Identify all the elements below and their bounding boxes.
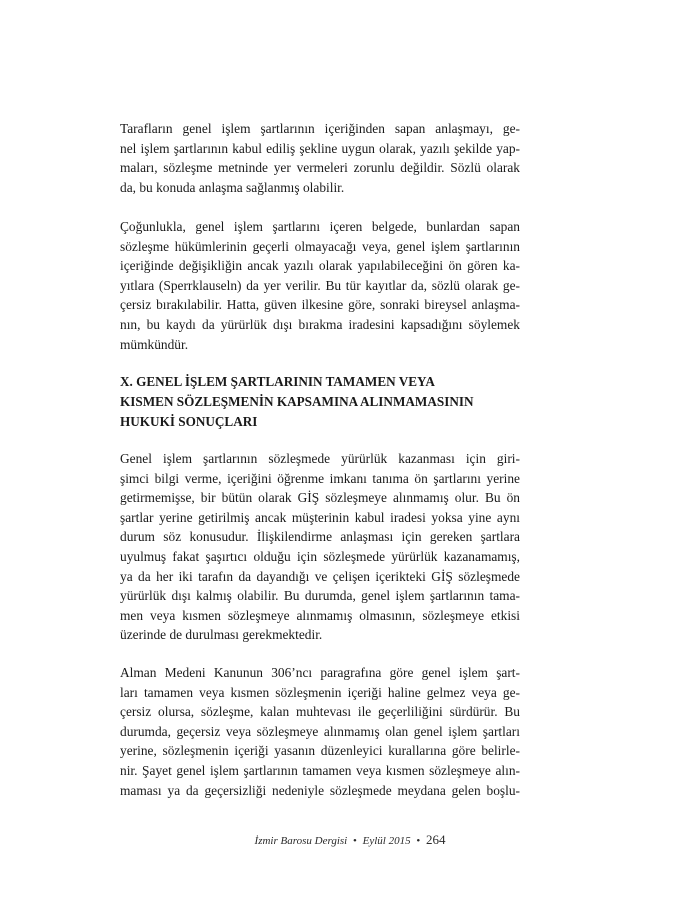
journal-name: İzmir Barosu Dergisi (254, 835, 348, 847)
paragraph-line: yıtlara (Sperrklauseln) da yer verilir. Bu tür kayıtlar da, sözlü olarak ge- (120, 277, 520, 293)
issue-date: Eylül 2015 (362, 835, 411, 847)
paragraph-1 (120, 119, 520, 197)
heading-line: KISMEN SÖZLEŞMENİN KAPSAMINA ALINMAMASININ (120, 394, 474, 409)
paragraph-line: nın, bu kaydı da yürürlük dışı bırakma iradesini kapsadığını söylemek (120, 316, 520, 332)
paragraph-line: men veya kısmen sözleşmeye alınmamış olmasının, sözleşmeye etkisi (120, 607, 520, 623)
paragraph-line: nel işlem şartlarının kabul ediliş şekline uygun olarak, yazılı şekilde yap- (120, 140, 520, 156)
paragraph-line: getirmemişse, bir bütün olarak GİŞ sözleşmeye alınmamış olur. Bu ön (120, 490, 520, 506)
paragraph-line: yürürlük dışı kalmış olabilir. Bu durumda, genel işlem şartlarının tama- (120, 588, 520, 604)
paragraph-line: Çoğunlukla, genel işlem şartlarını içeren belgede, bunlardan sapan (120, 219, 520, 234)
page-number: 264 (425, 832, 446, 847)
paragraph-line: ları tamamen veya kısmen sözleşmenin içeriği haline gelmez veya ge- (120, 684, 520, 700)
paragraph-line: Genel işlem şartlarının sözleşmede yürürlük kazanması için giri- (120, 451, 520, 466)
footer-separator: • (416, 835, 421, 847)
paragraph-line: Alman Medeni Kanunun 306’ncı paragrafına göre genel işlem şart- (120, 665, 520, 680)
paragraph-line: üzerinde de durulması gerekmektedir. (120, 627, 323, 643)
paragraph-line: durum söz konusudur. İlişkilendirme anlaşması için gereken şartlara (120, 529, 520, 545)
paragraph-line: ya da her iki tarafın da dayandığı ve çelişen içerikteki GİŞ sözleşmede (120, 568, 520, 584)
paragraph-2 (120, 217, 520, 354)
paragraph-line: uyulmuş fakat şaşırtıcı olduğu için sözleşmede yürürlük kazanamamış, (120, 548, 520, 564)
paragraph-line: maması ya da geçersizliği nedeniyle sözleşmede meydana gelen boşlu- (120, 782, 520, 798)
footer-separator: • (353, 835, 357, 847)
paragraph-4 (120, 663, 520, 800)
paragraph-line: mümkündür. (120, 336, 189, 352)
paragraph-line: durumda, geçersiz veya sözleşmeye alınmamış olan genel işlem şartları (120, 723, 520, 739)
section-heading (120, 372, 520, 432)
heading-line: HUKUKİ SONUÇLARI (120, 414, 258, 429)
page-footer (0, 832, 700, 848)
paragraph-line: içeriğinde değişikliğin ancak yazılı olarak yapılabileceğini ön gören ka- (120, 258, 520, 274)
paragraph-line: şimci bilgi verme, içeriğini öğrenme imkanı tanıma ön şartlarını yerine (120, 470, 520, 486)
paragraph-line: çersiz bırakılabilir. Hatta, güven ilkesine göre, sonraki bireysel anlaşma- (120, 297, 520, 313)
paragraph-line: Tarafların genel işlem şartlarının içeriğinden sapan anlaşmayı, ge- (120, 121, 520, 136)
paragraph-line: maları, sözleşme metninde yer vermeleri zorunlu değildir. Sözlü olarak (120, 160, 520, 176)
paragraph-3 (120, 449, 520, 645)
paragraph-line: çersiz olursa, sözleşme, kalan muhtevası ile geçerliliğini sürdürür. Bu (120, 704, 520, 720)
paragraph-line: sözleşme hükümlerinin geçerli olmayacağı veya, genel işlem şartlarının (120, 238, 520, 254)
heading-line: X. GENEL İŞLEM ŞARTLARININ TAMAMEN VEYA (120, 374, 435, 389)
paragraph-line: da, bu konuda anlaşma sağlanmış olabilir. (120, 179, 345, 195)
paragraph-line: yerine, sözleşmenin içeriği yasanın düzenleyici kurallarına göre belirle- (120, 743, 520, 759)
paragraph-line: şartlar yerine getirilmiş ancak müşterinin kabul iradesi yoksa yine aynı (120, 509, 520, 525)
paragraph-line: nir. Şayet genel işlem şartlarının tamamen veya kısmen sözleşmeye alın- (120, 762, 520, 778)
